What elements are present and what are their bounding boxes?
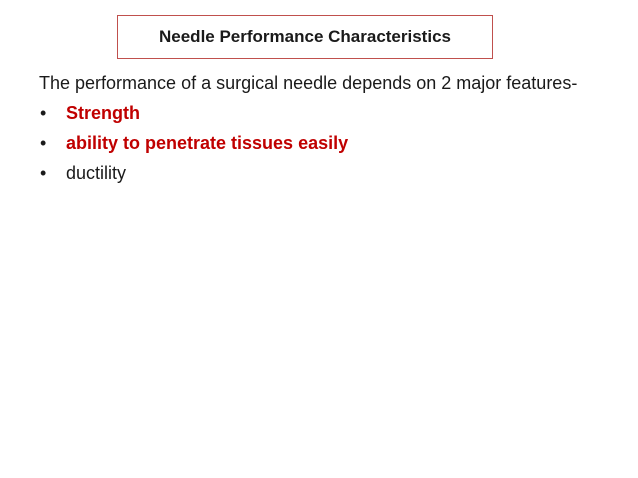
intro-text: The performance of a surgical needle depends on 2 major features- — [39, 73, 578, 93]
bullet-text: Strength — [66, 103, 140, 123]
bullet-item-strength — [39, 98, 599, 128]
bullet-dot-icon: • — [40, 163, 47, 183]
bullet-text: ductility — [66, 163, 127, 183]
slide-title-box — [117, 15, 493, 59]
bullet-item-penetration — [39, 128, 599, 158]
bullet-dot-icon: • — [40, 103, 47, 123]
bullet-item-ductility — [39, 158, 599, 188]
bullet-list — [39, 98, 599, 188]
bullet-dot-icon: • — [40, 133, 47, 153]
slide-body — [39, 68, 599, 188]
slide-title: Needle Performance Characteristics — [159, 27, 451, 46]
bullet-text: ability to penetrate tissues easily — [66, 133, 349, 153]
